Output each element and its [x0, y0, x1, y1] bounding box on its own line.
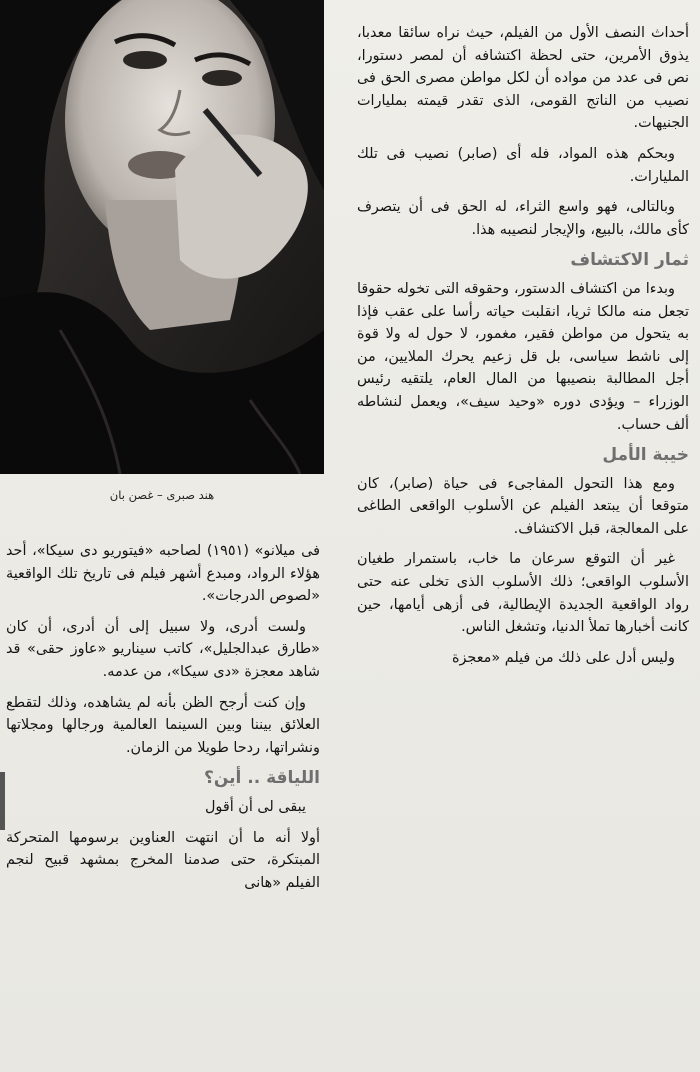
paragraph: وبحكم هذه المواد، فله أى (صابر) نصيب فى تلك المليارات. [357, 145, 689, 185]
paragraph: وبالتالى، فهو واسع الثراء، له الحق فى أن يتصرف كأى مالك، بالبيع، والإيجار لنصيبه هذا. [357, 199, 689, 238]
article-left-column [6, 540, 320, 902]
article-right-column [357, 22, 689, 677]
paragraph: فى ميلانو» (١٩٥١) لصاحبه «فيتوريو دى سيكا»، أحد هؤلاء الرواد، ومبدع أشهر فيلم فى تاريخ تلك الواقعية «لصوص الدرجات». [6, 543, 320, 605]
margin-marker [0, 772, 5, 830]
section-heading: خيبة الأمل [602, 445, 689, 466]
paragraph: وإن كنت أرجح الظن بأنه لم يشاهده، وذلك لتقطع العلائق بيننا وبين السينما العالمية ورجالها ومجلاتها ونشراتها، ردحا طويلا من الزمان. [6, 694, 320, 756]
paragraph: وليس أدل على ذلك من فيلم «معجزة [451, 649, 675, 666]
section-heading: اللياقة .. أين؟ [203, 768, 320, 789]
section-heading: ثمار الاكتشاف [570, 250, 689, 271]
paragraph: ولست أدرى، ولا سبيل إلى أن أدرى، أن كان «طارق عبدالجليل»، كاتب سيناريو «عاوز حقى» قد شاهد معجزة «دى سيكا»، من عدمه. [6, 618, 320, 680]
paragraph: يبقى لى أن أقول [204, 798, 306, 815]
paragraph: أحداث النصف الأول من الفيلم، حيث نراه سائقا معدبا، يذوق الأمرين، حتى لحظة اكتشافه أن لمصر دستورا، نص فى عدد من مواده أن لكل مواطن مصرى الحق فى نصيب من الناتج القومى، الذى تقدر قيمته بمليارات الجنيهات. [357, 25, 689, 132]
portrait-image [0, 0, 324, 474]
paragraph: ومع هذا التحول المفاجىء فى حياة (صابر)، كان متوقعا أن يبتعد الفيلم عن الأسلوب الواقعى الطاغى على المعالجة، قبل الاكتشاف. [357, 475, 689, 537]
paragraph: غير أن التوقع سرعان ما خاب، باستمرار طغيان الأسلوب الواقعى؛ ذلك الأسلوب الذى تخلى عنه حتى رواد الواقعية الجديدة الإيطالية، فى أزهى أيامها، حين كانت أخبارها تملأ الدنيا، وتشغل الناس. [357, 551, 689, 636]
actress-photo [0, 0, 324, 474]
photo-caption: هند صبرى – غصن بان [109, 488, 215, 502]
paragraph: وبدءا من اكتشاف الدستور، وحقوقه التى تخوله حقوقا تجعل منه مالكا ثريا، انقلبت حياته رأسا على عقب فإذا به يتحول من مواطن فقير، مغمور، لا حول له ولا قوة إلى ناشط سياسى، بل قل زعيم يحرك الملايين، من أجل المطالبة بنصيبها من المال العام، يلتقيه رئيس الوزراء – ويؤدى دوره «وحيد سيف»، ويعمل لنشاطه ألف حساب. [357, 280, 689, 433]
paragraph: أولا أنه ما أن انتهت العناوين برسومها المتحركة المبتكرة، حتى صدمنا المخرج بمشهد قبيح لنجم الفيلم «هانى [6, 829, 320, 891]
